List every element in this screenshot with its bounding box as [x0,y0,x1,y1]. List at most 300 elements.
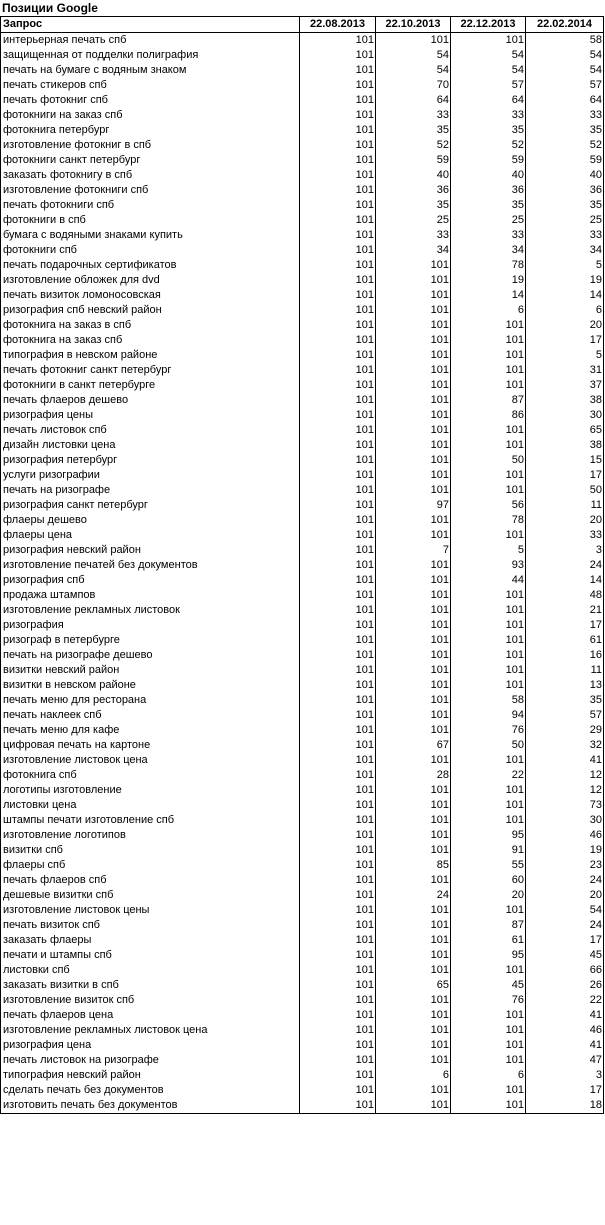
position-cell: 95 [451,948,526,963]
table-row [1,123,604,138]
position-cell: 101 [376,828,451,843]
position-cell: 101 [300,468,376,483]
position-cell: 101 [300,108,376,123]
position-cell: 3 [526,1068,604,1083]
position-cell: 101 [376,33,451,49]
table-row [1,93,604,108]
position-cell: 7 [376,543,451,558]
position-cell: 87 [451,393,526,408]
table-row [1,258,604,273]
query-cell: заказать флаеры [1,933,300,948]
position-cell: 78 [451,258,526,273]
position-cell: 76 [451,723,526,738]
table-row [1,78,604,93]
position-cell: 101 [376,918,451,933]
position-cell: 44 [451,573,526,588]
position-cell: 101 [376,963,451,978]
position-cell: 101 [451,963,526,978]
table-row [1,1038,604,1053]
position-cell: 24 [526,558,604,573]
position-cell: 101 [376,933,451,948]
position-cell: 101 [376,693,451,708]
position-cell: 57 [451,78,526,93]
query-cell: печать меню для кафе [1,723,300,738]
table-row [1,843,604,858]
query-cell: типография в невском районе [1,348,300,363]
position-cell: 56 [451,498,526,513]
position-cell: 11 [526,498,604,513]
position-cell: 101 [451,813,526,828]
position-cell: 78 [451,513,526,528]
query-cell: печать меню для ресторана [1,693,300,708]
table-row [1,753,604,768]
table-row [1,948,604,963]
position-cell: 31 [526,363,604,378]
position-cell: 26 [526,978,604,993]
position-cell: 101 [451,1053,526,1068]
position-cell: 20 [526,888,604,903]
position-cell: 101 [300,483,376,498]
query-cell: изготовление листовок цена [1,753,300,768]
table-row [1,663,604,678]
query-cell: печать наклеек спб [1,708,300,723]
position-cell: 52 [376,138,451,153]
table-row [1,903,604,918]
query-cell: листовки спб [1,963,300,978]
table-row [1,1098,604,1114]
query-cell: типография невский район [1,1068,300,1083]
query-cell: фотокниги спб [1,243,300,258]
position-cell: 20 [451,888,526,903]
position-cell: 101 [376,993,451,1008]
position-cell: 101 [376,813,451,828]
position-cell: 58 [451,693,526,708]
query-cell: фотокнига на заказ спб [1,333,300,348]
position-cell: 101 [300,78,376,93]
position-cell: 101 [300,123,376,138]
position-cell: 24 [376,888,451,903]
position-cell: 6 [451,303,526,318]
table-body [1,33,604,1114]
query-cell: фотокниги в санкт петербурге [1,378,300,393]
position-cell: 101 [300,828,376,843]
position-cell: 101 [376,468,451,483]
position-cell: 101 [451,1083,526,1098]
query-cell: бумага с водяными знаками купить [1,228,300,243]
query-cell: заказать визитки в спб [1,978,300,993]
table-row [1,468,604,483]
position-cell: 34 [451,243,526,258]
table-row [1,993,604,1008]
position-cell: 25 [376,213,451,228]
query-cell: дизайн листовки цена [1,438,300,453]
position-cell: 17 [526,468,604,483]
query-cell: флаеры спб [1,858,300,873]
position-cell: 101 [376,438,451,453]
position-cell: 50 [526,483,604,498]
position-cell: 101 [376,528,451,543]
table-row [1,888,604,903]
position-cell: 40 [376,168,451,183]
query-cell: печать фотокниг санкт петербург [1,363,300,378]
position-cell: 101 [451,588,526,603]
position-cell: 22 [451,768,526,783]
header-date: 22.10.2013 [376,17,451,33]
position-cell: 101 [300,438,376,453]
table-row [1,918,604,933]
query-cell: визитки в невском районе [1,678,300,693]
position-cell: 52 [451,138,526,153]
table-row [1,453,604,468]
position-cell: 101 [300,738,376,753]
position-cell: 64 [451,93,526,108]
position-cell: 19 [526,273,604,288]
position-cell: 33 [451,108,526,123]
position-cell: 101 [300,183,376,198]
position-cell: 101 [300,903,376,918]
table-row [1,603,604,618]
table-row [1,318,604,333]
query-cell: печать стикеров спб [1,78,300,93]
position-cell: 101 [300,888,376,903]
position-cell: 65 [526,423,604,438]
position-cell: 101 [300,648,376,663]
position-cell: 52 [526,138,604,153]
query-cell: изготовление рекламных листовок [1,603,300,618]
query-cell: печать флаеров дешево [1,393,300,408]
position-cell: 101 [376,648,451,663]
position-cell: 101 [376,873,451,888]
query-cell: печать визиток спб [1,918,300,933]
position-cell: 3 [526,543,604,558]
position-cell: 5 [526,258,604,273]
position-cell: 101 [300,33,376,49]
position-cell: 61 [526,633,604,648]
position-cell: 46 [526,828,604,843]
position-cell: 33 [526,108,604,123]
position-cell: 57 [526,78,604,93]
position-cell: 67 [376,738,451,753]
position-cell: 58 [526,33,604,49]
query-cell: печать листовок спб [1,423,300,438]
position-cell: 101 [451,363,526,378]
position-cell: 33 [376,108,451,123]
positions-table [0,16,604,1114]
position-cell: 101 [376,1023,451,1038]
position-cell: 64 [376,93,451,108]
position-cell: 6 [451,1068,526,1083]
position-cell: 101 [300,288,376,303]
position-cell: 101 [451,1008,526,1023]
position-cell: 101 [451,468,526,483]
position-cell: 101 [376,1008,451,1023]
position-cell: 46 [526,1023,604,1038]
query-cell: листовки цена [1,798,300,813]
table-row [1,438,604,453]
position-cell: 101 [376,378,451,393]
position-cell: 29 [526,723,604,738]
position-cell: 93 [451,558,526,573]
query-cell: фотокнига петербург [1,123,300,138]
position-cell: 86 [451,408,526,423]
table-row [1,213,604,228]
position-cell: 101 [376,288,451,303]
position-cell: 20 [526,513,604,528]
table-row [1,333,604,348]
position-cell: 101 [376,1053,451,1068]
table-row [1,768,604,783]
position-cell: 101 [300,243,376,258]
position-cell: 101 [451,333,526,348]
position-cell: 33 [526,528,604,543]
query-cell: печать на бумаге с водяным знаком [1,63,300,78]
position-cell: 5 [451,543,526,558]
table-row [1,348,604,363]
query-cell: печать флаеров цена [1,1008,300,1023]
position-cell: 25 [451,213,526,228]
table-row [1,63,604,78]
table-row [1,393,604,408]
position-cell: 101 [451,318,526,333]
table-row [1,183,604,198]
header-row [1,17,604,33]
position-cell: 94 [451,708,526,723]
position-cell: 30 [526,813,604,828]
position-cell: 55 [451,858,526,873]
position-cell: 101 [300,498,376,513]
position-cell: 101 [376,1038,451,1053]
position-cell: 101 [300,783,376,798]
table-row [1,138,604,153]
table-row [1,303,604,318]
position-cell: 101 [300,93,376,108]
table-row [1,1023,604,1038]
position-cell: 35 [526,198,604,213]
query-cell: защищенная от подделки полиграфия [1,48,300,63]
query-cell: визитки спб [1,843,300,858]
query-cell: изготовление рекламных листовок цена [1,1023,300,1038]
position-cell: 101 [300,48,376,63]
query-cell: ризография спб невский район [1,303,300,318]
position-cell: 40 [526,168,604,183]
position-cell: 101 [376,723,451,738]
position-cell: 101 [300,708,376,723]
query-cell: ризограф в петербурге [1,633,300,648]
position-cell: 64 [526,93,604,108]
table-row [1,153,604,168]
position-cell: 40 [451,168,526,183]
table-row [1,588,604,603]
position-cell: 101 [300,573,376,588]
position-cell: 35 [451,123,526,138]
position-cell: 101 [451,1038,526,1053]
table-row [1,963,604,978]
position-cell: 73 [526,798,604,813]
position-cell: 101 [376,753,451,768]
position-cell: 101 [300,1098,376,1114]
position-cell: 59 [376,153,451,168]
query-cell: печать листовок на ризографе [1,1053,300,1068]
position-cell: 101 [300,168,376,183]
position-cell: 14 [451,288,526,303]
position-cell: 101 [376,1083,451,1098]
position-cell: 101 [451,648,526,663]
position-cell: 101 [300,693,376,708]
position-cell: 101 [451,483,526,498]
position-cell: 54 [526,903,604,918]
position-cell: 66 [526,963,604,978]
position-cell: 50 [451,453,526,468]
position-cell: 101 [376,783,451,798]
position-cell: 101 [451,753,526,768]
position-cell: 17 [526,1083,604,1098]
position-cell: 101 [451,603,526,618]
position-cell: 101 [376,633,451,648]
table-row [1,243,604,258]
position-cell: 101 [300,678,376,693]
position-cell: 47 [526,1053,604,1068]
table-row [1,558,604,573]
position-cell: 101 [300,273,376,288]
query-cell: фотокниги в спб [1,213,300,228]
position-cell: 19 [451,273,526,288]
position-cell: 35 [526,693,604,708]
position-cell: 35 [376,198,451,213]
position-cell: 101 [376,843,451,858]
position-cell: 101 [300,303,376,318]
position-cell: 101 [376,423,451,438]
table-row [1,573,604,588]
query-cell: изготовление печатей без документов [1,558,300,573]
position-cell: 101 [451,678,526,693]
table-row [1,693,604,708]
position-cell: 101 [300,1068,376,1083]
position-cell: 101 [376,333,451,348]
query-cell: печать флаеров спб [1,873,300,888]
position-cell: 101 [300,393,376,408]
query-cell: ризография спб [1,573,300,588]
query-cell: печать визиток ломоносовская [1,288,300,303]
position-cell: 101 [451,1098,526,1114]
position-cell: 101 [376,258,451,273]
position-cell: 38 [526,438,604,453]
table-row [1,738,604,753]
position-cell: 101 [376,453,451,468]
position-cell: 101 [376,363,451,378]
position-cell: 101 [376,678,451,693]
position-cell: 101 [300,813,376,828]
header-date: 22.02.2014 [526,17,604,33]
position-cell: 101 [300,513,376,528]
position-cell: 32 [526,738,604,753]
table-row [1,423,604,438]
position-cell: 17 [526,618,604,633]
position-cell: 6 [526,303,604,318]
position-cell: 13 [526,678,604,693]
position-cell: 101 [300,933,376,948]
position-cell: 91 [451,843,526,858]
table-row [1,813,604,828]
position-cell: 101 [376,558,451,573]
table-row [1,1068,604,1083]
position-cell: 35 [526,123,604,138]
table-row [1,633,604,648]
position-cell: 57 [526,708,604,723]
query-cell: фотокниги на заказ спб [1,108,300,123]
position-cell: 101 [376,303,451,318]
position-cell: 101 [376,708,451,723]
position-cell: 101 [300,663,376,678]
position-cell: 101 [300,423,376,438]
position-cell: 21 [526,603,604,618]
table-row [1,828,604,843]
query-cell: визитки невский район [1,663,300,678]
position-cell: 101 [451,378,526,393]
position-cell: 12 [526,768,604,783]
position-cell: 101 [300,453,376,468]
query-cell: сделать печать без документов [1,1083,300,1098]
position-cell: 35 [451,198,526,213]
query-cell: печать на ризографе [1,483,300,498]
table-row [1,678,604,693]
position-cell: 101 [300,333,376,348]
position-cell: 54 [526,48,604,63]
position-cell: 87 [451,918,526,933]
position-cell: 101 [300,873,376,888]
position-cell: 101 [376,588,451,603]
position-cell: 101 [376,618,451,633]
table-row [1,543,604,558]
query-cell: флаеры дешево [1,513,300,528]
table-row [1,513,604,528]
position-cell: 101 [300,1053,376,1068]
table-row [1,978,604,993]
position-cell: 18 [526,1098,604,1114]
query-cell: фотокнига на заказ в спб [1,318,300,333]
position-cell: 101 [300,558,376,573]
position-cell: 101 [300,1008,376,1023]
table-row [1,378,604,393]
position-cell: 101 [300,918,376,933]
position-cell: 101 [376,393,451,408]
position-cell: 101 [451,633,526,648]
query-cell: ризография петербург [1,453,300,468]
position-cell: 101 [300,993,376,1008]
position-cell: 101 [300,198,376,213]
position-cell: 101 [300,948,376,963]
table-row [1,363,604,378]
position-cell: 11 [526,663,604,678]
query-cell: изготовление листовок цены [1,903,300,918]
position-cell: 50 [451,738,526,753]
position-cell: 61 [451,933,526,948]
position-cell: 22 [526,993,604,1008]
table-row [1,198,604,213]
table-row [1,1083,604,1098]
table-row [1,228,604,243]
table-row [1,873,604,888]
position-cell: 97 [376,498,451,513]
query-cell: логотипы изготовление [1,783,300,798]
position-cell: 33 [526,228,604,243]
position-cell: 16 [526,648,604,663]
position-cell: 101 [300,138,376,153]
position-cell: 101 [300,408,376,423]
query-cell: ризография цены [1,408,300,423]
position-cell: 85 [376,858,451,873]
query-cell: продажа штампов [1,588,300,603]
position-cell: 101 [300,618,376,633]
